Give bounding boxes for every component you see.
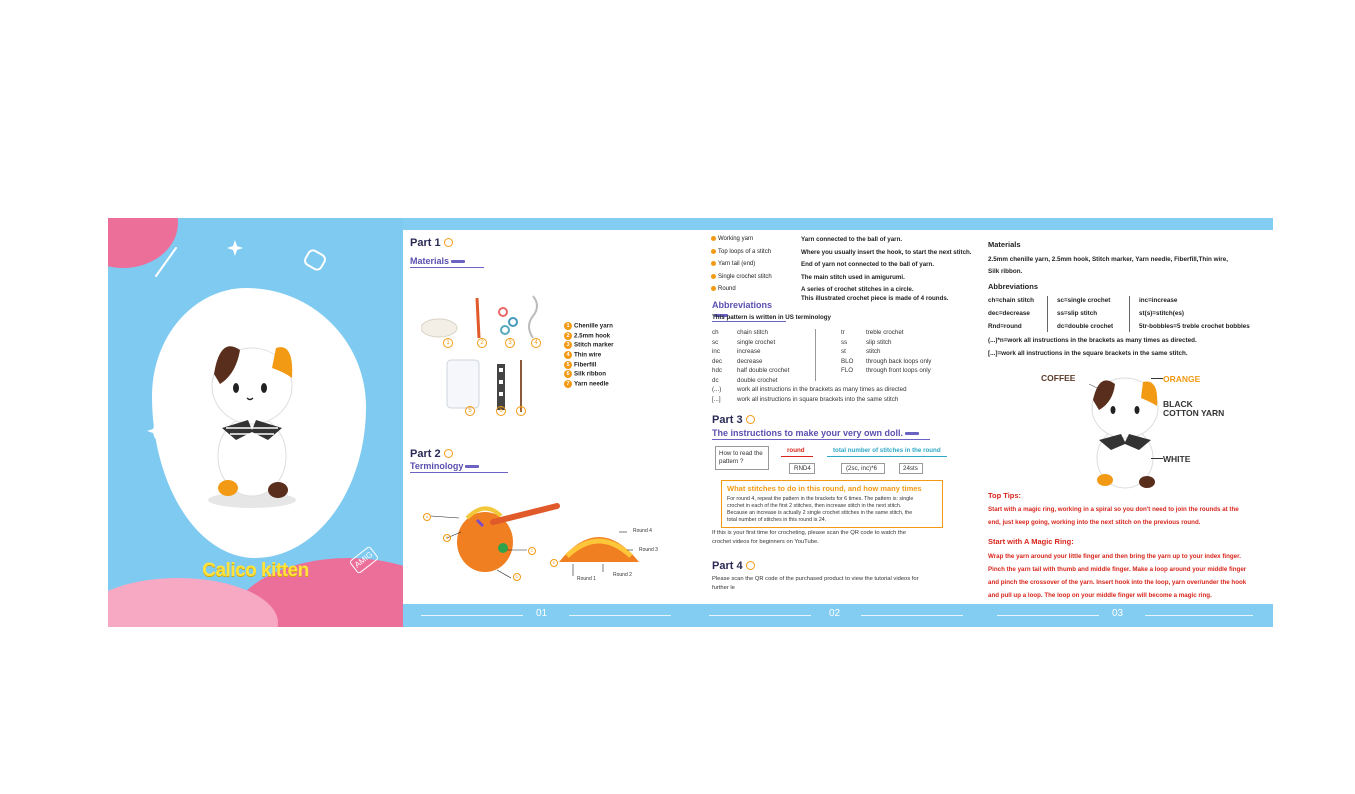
cover-badge: AMIG [349,546,379,575]
label-cotton-yarn: COTTON YARN [1163,408,1225,418]
abbr-cell: Rnd=round [988,323,1022,330]
material-item: 5 Fiberfill [564,361,614,371]
page-number: 02 [829,608,841,619]
terminology-heading: Terminology [410,461,508,473]
part4-text: further le [712,585,735,591]
material-number-6: 6 [496,406,506,416]
terminology-illustration [427,492,667,582]
p3-materials-text: 2.5mm chenille yarn, 2.5mm hook, Stitch marker, Yarn needle, Fiberfill,Thin wire, [988,256,1228,263]
page-3-footer [979,604,1273,627]
label-black: BLACK [1163,399,1193,409]
total-stitches-box: total number of stitches in the round [827,447,947,457]
p3-materials-heading: Materials [988,240,1021,249]
abbr-cell: dc=double crochet [1057,323,1114,330]
abbr-cell: 5tr-bobbles=5 treble crochet bobbles [1139,323,1250,330]
abbr-cell: inc=increase [1139,297,1178,304]
magic-ring-text: and pinch the crossover of the yarn. Insert hook into the loop, yarn over/under the hook [988,579,1247,586]
materials-heading: Materials [410,256,484,268]
sts-box: 24sts [899,463,923,474]
page-1 [403,230,691,604]
p3-materials-text: Silk ribbon. [988,268,1023,275]
material-number-5: 5 [465,406,475,416]
label-coffee: COFFEE [1041,373,1076,383]
material-item: 6 Silk ribbon [564,370,614,380]
round-3-label: Round 3 [639,547,658,553]
term-marker-a: A [423,513,431,521]
abbr-divider [815,329,816,381]
material-item: 7 Yarn needle [564,380,614,390]
material-item: 1 Chenille yarn [564,322,614,332]
tips-text: end, just keep going, working into the next stitch on the previous round. [988,519,1201,526]
abbr-cell: ss=slip stitch [1057,310,1098,317]
material-item: 4 Thin wire [564,351,614,361]
pattern-box: (2sc, inc)*6 [841,463,885,474]
rnd-box: RND4 [789,463,815,474]
term-marker-e: E [550,559,558,567]
abbr-intro: This pattern is written in US terminology [712,314,831,321]
abbr-divider [1047,296,1048,332]
part4-heading: Part 4 [712,560,755,572]
kitten-photo [1087,370,1163,490]
term-marker-b: B [443,534,451,542]
calico-kitten-image [206,328,298,508]
what-stitches-box: What stitches to do in this round, and how many times For round 4, repeat the pattern in the brackets for 6 times. The pattern is: single crochet in each of the first 2 stitches, then increase stitch in the next stitch. Because an increase is actually 2 single crochet stitches in the same stitch, the total number of stitches in this round is 24. [721,480,943,528]
page-2: Working yarn Yarn connected to the ball of yarn. Top loops of a stitch Where you usually insert the hook, to start the next stitch. Yarn tail (end) End of yarn not connected to the ball of yarn. Single crochet stitch The main stitch used in amigurumi. Round A series of crochet stitches in a circle. This illustrated crochet piece is made of 4 rounds. Abbreviations This pattern is written in US terminology ch chain stitch sc single crochet inc increase dec decrease hdc half double crochet dc double crochet tr treble crochet ss slip stitch st stitch BLO through back loops only FLO through front loops only (...) work all instructions in the brackets as many times as directed [...] work all instructions in square brackets into the same stitch Part 3 The instructions to make your very own doll. How to read the pattern ? round total number of stitches in the round RND4 (2sc, inc)*6 24sts What stitches to do in this round, and how many times For round 4, repeat the pattern in the brackets for 6 times. The pattern is: single crochet in each of the first 2 stitches, then increase stitch in the next stitch. Because an increase is actually 2 single crochet stitches in the same stitch, the total number of stitches in this round is 24. If this is your first time for crocheting, please scan the QR code to watch the crochet videos for beginners on YouTube. Part 4 Please scan the QR code of the purchased product to view the tutorial videos for further le [691,230,979,604]
abbr-cell: sc=single crochet [1057,297,1111,304]
label-orange: ORANGE [1163,374,1201,384]
how-to-read-box: How to read the pattern ? [715,446,769,470]
material-item: 2 2.5mm hook [564,332,614,342]
abbr-note: (...)*n=work all instructions in the brackets as many times as directed. [988,337,1197,344]
term-row: Round A series of crochet stitches in a circle. [711,286,971,298]
material-number-2: 2 [477,338,487,348]
material-number-1: 1 [443,338,453,348]
magic-ring-heading: Start with A Magic Ring: [988,537,1074,546]
p3-abbr-heading: Abbreviations [988,282,1039,291]
page-1-footer [403,604,691,627]
material-number-7: 7 [516,406,526,416]
tips-text: Start with a magic ring, working in a spiral so you don't need to join the rounds at the [988,506,1239,513]
page-3 [979,230,1273,604]
term-row: Single crochet stitch The main stitch used in amigurumi. [711,274,971,286]
materials-illustration [421,288,551,418]
term-marker-c: C [528,547,536,555]
label-white: WHITE [1163,454,1191,464]
part2-heading: Part 2 [410,448,453,460]
page-number: 03 [1112,608,1124,619]
cover-panel [108,218,403,627]
round-note: This illustrated crochet piece is made of 4 rounds. [801,295,949,302]
part3-heading: Part 3 [712,414,755,426]
brochure [108,218,1273,627]
part1-heading: Part 1 [410,237,453,249]
round-1-label: Round 1 [577,576,596,582]
abbr-note: [...]=work all instructions in the square brackets in the same stitch. [988,350,1188,357]
abbr-cell: ch=chain stitch [988,297,1035,304]
magic-ring-text: Pinch the yarn tail with thumb and middle finger. Make a loop around your middle finger [988,566,1247,573]
magic-ring-text: Wrap the yarn around your little finger and then bring the yarn up to your index finger. [988,553,1241,560]
material-number-3: 3 [505,338,515,348]
cover-title: Calico kitten [202,560,309,581]
instructions-heading: The instructions to make your very own doll. [712,428,930,440]
term-row: Working yarn Yarn connected to the ball of yarn. [711,236,971,248]
page-number: 01 [536,608,548,619]
abbreviations-heading: Abbreviations [712,300,786,322]
part4-text: Please scan the QR code of the purchased product to view the tutorial videos for [712,576,919,582]
material-number-4: 4 [531,338,541,348]
abbr-cell: st(s)=stitch(es) [1139,310,1184,317]
page-2-footer [691,604,979,627]
material-item: 3 Stitch marker [564,341,614,351]
label-line [1151,378,1163,379]
first-time-text: If this is your first time for crocheting, please scan the QR code to watch the [712,530,906,536]
materials-list [564,322,614,390]
term-marker-d: D [513,573,521,581]
magic-ring-text: and pull up a loop. The loop on your middle finger will become a magic ring. [988,592,1212,599]
term-row: Top loops of a stitch Where you usually insert the hook, to start the next stitch. [711,249,971,261]
tips-heading: Top Tips: [988,491,1022,500]
round-2-label: Round 2 [613,572,632,578]
round-label-box: round [781,447,813,457]
label-line [1151,458,1163,459]
first-time-text: crochet videos for beginners on YouTube. [712,539,819,545]
round-4-label: Round 4 [633,528,652,534]
abbr-cell: dec=decrease [988,310,1030,317]
term-row: Yarn tail (end) End of yarn not connected to the ball of yarn. [711,261,971,273]
abbr-divider [1129,296,1130,332]
